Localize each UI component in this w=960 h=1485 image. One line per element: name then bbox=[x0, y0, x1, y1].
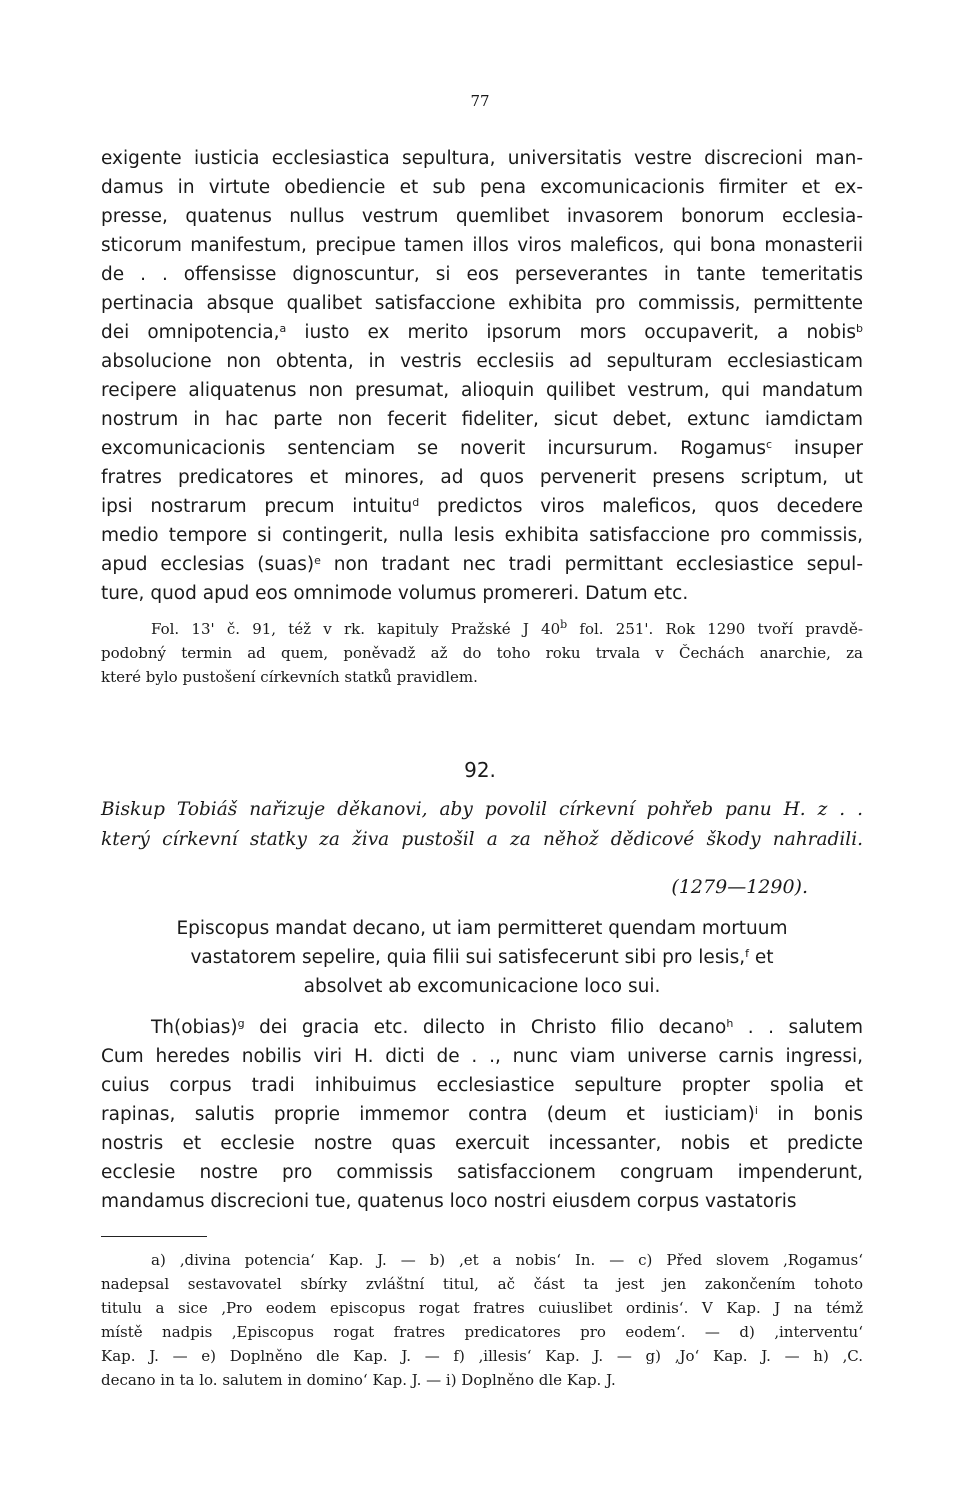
page-number: 77 bbox=[470, 92, 490, 110]
para2-line: mandamus discrecioni tue, quatenus loco nostri eiusdem corpus vastatoris bbox=[101, 1191, 797, 1212]
document-date: (1279—1290). bbox=[671, 876, 808, 898]
footnote-divider bbox=[101, 1236, 207, 1237]
footnote-marker: a bbox=[279, 322, 287, 335]
summary-line: Episcopus mandat decano, ut iam permitteret quendam mortuum bbox=[176, 918, 788, 939]
summary-line: absolvet ab excomunicacione loco sui. bbox=[303, 976, 661, 997]
main-text-paragraph-2 bbox=[101, 1013, 863, 1216]
para1-line: fratres predicatores et minores, ad quos pervenerit presens scriptum, ut bbox=[101, 467, 863, 488]
footnotes-line: nadepsal sestavovatel sbírky zvláštní titul, ač část ta jest jen zakončením tohoto bbox=[101, 1275, 863, 1293]
para1-line: de . . offensisse dignoscuntur, si eos perseverantes in tante temeritatis bbox=[101, 264, 863, 285]
note1-line: Fol. 13' č. 91, též v rk. kapituly Pražské J 40$^b$ fol. 251'. Rok 1290 tvoří pravdě- bbox=[151, 618, 863, 638]
para1-line: excomunicacionis sentenciam se noverit incursurum. Rogamus$^c$ insuper bbox=[101, 438, 864, 459]
para2-line: Cum heredes nobilis viri H. dicti de . ., nunc viam universe carnis ingressi, bbox=[101, 1046, 863, 1067]
footnote-marker: h bbox=[726, 1017, 734, 1030]
para1-line: presse, quatenus nullus vestrum quemlibet invasorem bonorum ecclesia- bbox=[101, 206, 863, 227]
footnote-marker: c bbox=[766, 438, 773, 451]
footnotes-line: decano in ta lo. salutem in domino‘ Kap. J. — i) Doplněno dle Kap. J. bbox=[101, 1371, 616, 1389]
footnotes-line: Kap. J. — e) Doplněno dle Kap. J. — f) ‚illesis‘ Kap. J. — g) ‚Jo‘ Kap. J. — h) ‚C. bbox=[101, 1347, 863, 1365]
para1-line: apud ecclesias (suas)$^e$ non tradant nec tradi permittant ecclesiastice sepul- bbox=[101, 554, 863, 575]
footnotes bbox=[101, 1248, 863, 1392]
para2-line: ecclesie nostre pro commissis satisfaccionem congruam impenderunt, bbox=[101, 1162, 863, 1183]
para1-line: exigente iusticia ecclesiastica sepultura, universitatis vestre discrecioni man- bbox=[101, 148, 863, 169]
footnotes-line: a) ‚divina potencia‘ Kap. J. — b) ‚et a nobis‘ In. — c) Před slovem ‚Rogamus‘ bbox=[151, 1251, 863, 1269]
para1-line: damus in virtute obediencie et sub pena excomunicacionis firmiter et ex- bbox=[101, 177, 863, 198]
para1-line: pertinacia absque qualibet satisfaccione exhibita pro commissis, permittente bbox=[101, 293, 863, 314]
para2-line: cuius corpus tradi inhibuimus ecclesiastice sepulture propter spolia et bbox=[101, 1075, 863, 1096]
para1-line: dei omnipotencia,$^a$ iusto ex merito ipsorum mors occupaverit, a nobis$^b$ bbox=[101, 322, 863, 343]
footnote-marker: g bbox=[237, 1017, 245, 1030]
main-text-paragraph-1 bbox=[101, 144, 863, 608]
heading-line: Biskup Tobiáš nařizuje děkanovi, aby povolil církevní pohřeb panu H. z . . bbox=[101, 799, 863, 820]
para2-line: rapinas, salutis proprie immemor contra (deum et iusticiam)$^i$ in bonis bbox=[101, 1104, 863, 1125]
footnote-marker: i bbox=[754, 1104, 758, 1117]
document-number: 92. bbox=[464, 758, 496, 782]
para1-line: sticorum manifestum, precipue tamen illos viros maleficos, qui bona monasterii bbox=[101, 235, 863, 256]
para1-line: absolucione non obtenta, in vestris ecclesiis ad sepulturam ecclesiasticam bbox=[101, 351, 863, 372]
footnote-marker: f bbox=[745, 947, 749, 960]
para1-line: medio tempore si contingerit, nulla lesis exhibita satisfaccione pro commissis, bbox=[101, 525, 863, 546]
summary-line: vastatorem sepelire, quia filii sui satisfecerunt sibi pro lesis,$^f$ et bbox=[190, 947, 774, 968]
para2-line: Th(obias)$^g$ dei gracia etc. dilecto in Christo filio decano$^h$ . . salutem bbox=[151, 1017, 863, 1038]
para1-line: ture, quod apud eos omnimode volumus promereri. Datum etc. bbox=[101, 583, 689, 604]
footnote-marker: e bbox=[314, 554, 321, 567]
footnote-marker: b bbox=[856, 322, 863, 335]
footnote-marker: b bbox=[560, 618, 568, 631]
footnotes-line: místě nadpis ‚Episcopus rogat fratres predicatores pro eodem‘. — d) ‚interventu‘ bbox=[101, 1323, 863, 1341]
para1-line: nostrum in hac parte non fecerit fideliter, sicut debet, extunc iamdictam bbox=[101, 409, 863, 430]
footnotes-line: titulu a sice ‚Pro eodem episcopus rogat fratres cuiuslibet ordinis‘. V Kap. J na témž bbox=[101, 1299, 863, 1317]
latin-summary bbox=[101, 914, 863, 1001]
heading-line: který církevní statky za živa pustošil a za něhož dědicové škody nahradili. bbox=[101, 829, 863, 850]
source-note bbox=[101, 617, 863, 689]
footnote-marker: d bbox=[412, 496, 420, 509]
para1-line: recipere aliquatenus non presumat, alioquin quilibet vestrum, qui mandatum bbox=[101, 380, 863, 401]
czech-heading bbox=[101, 795, 863, 855]
note1-line: které bylo pustošení církevních statků pravidlem. bbox=[101, 668, 478, 686]
note1-line: podobný termin ad quem, poněvadž až do toho roku trvala v Čechách anarchie, za bbox=[101, 644, 863, 662]
para1-line: ipsi nostrarum precum intuitu$^d$ predictos viros maleficos, quos decedere bbox=[101, 496, 863, 517]
para2-line: nostris et ecclesie nostre quas exercuit incessanter, nobis et predicte bbox=[101, 1133, 863, 1154]
